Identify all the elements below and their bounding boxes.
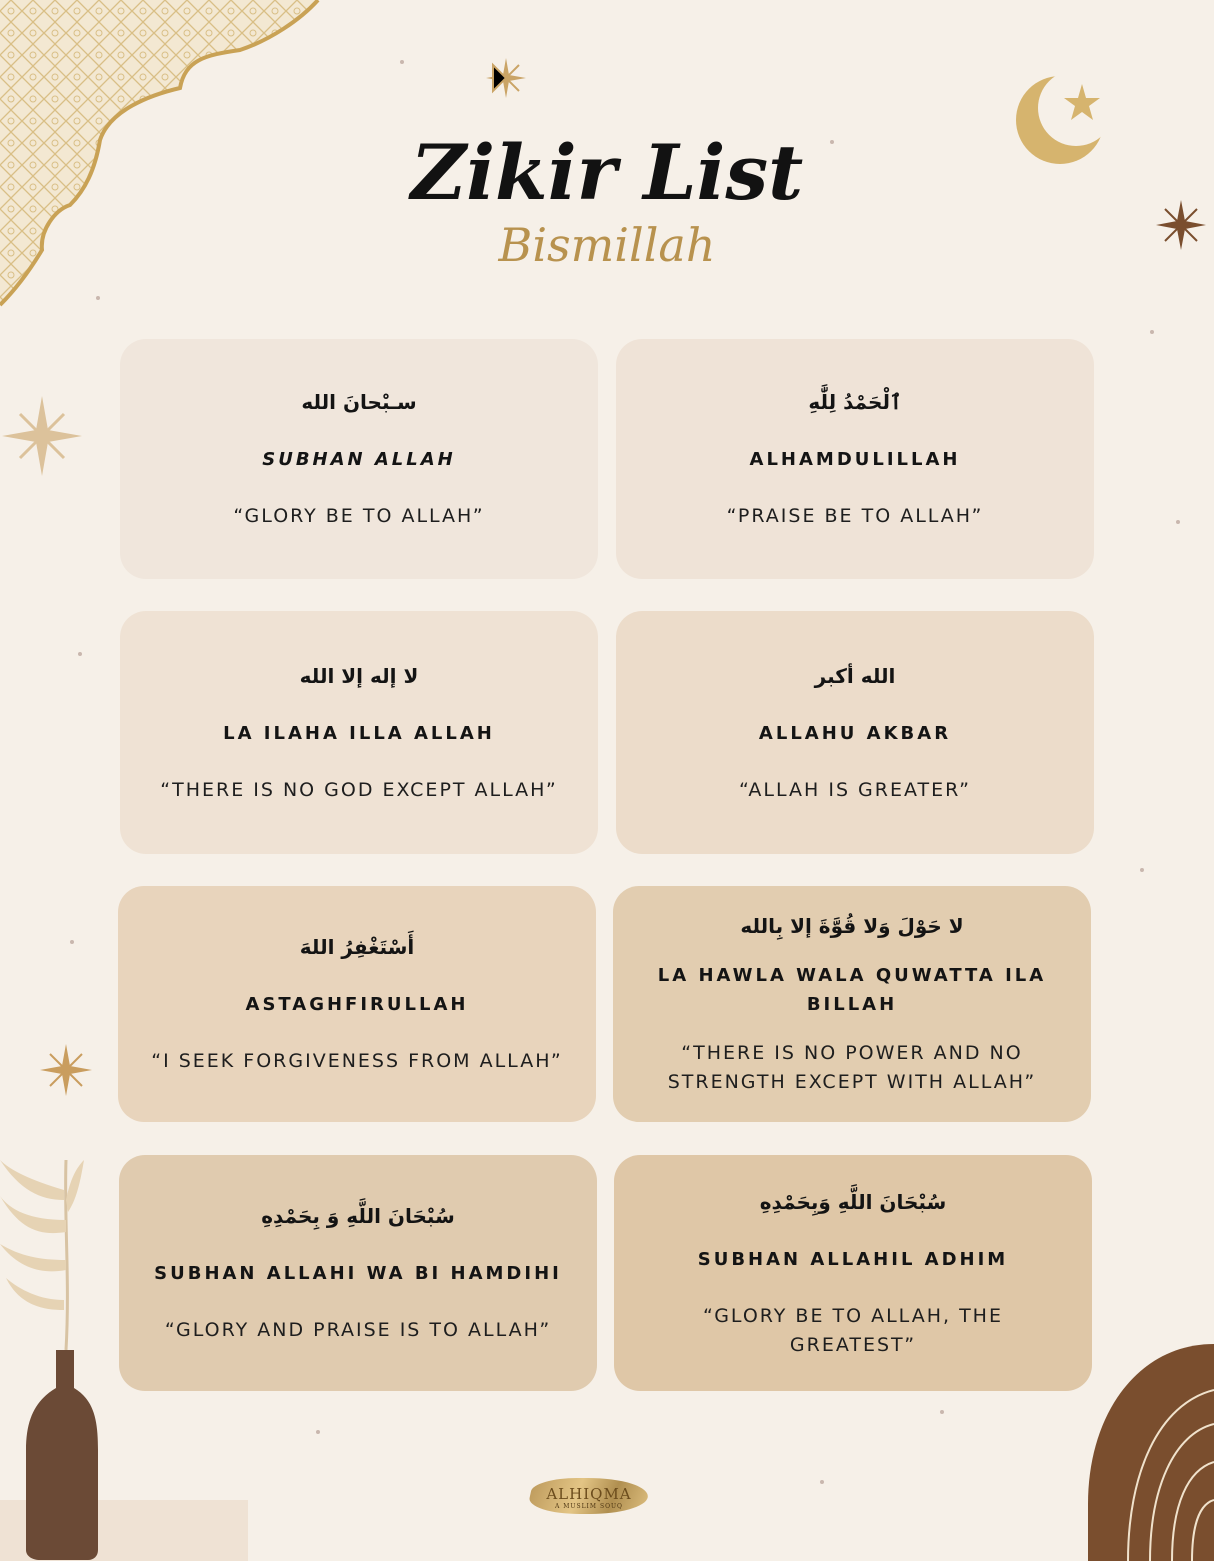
transliteration: ASTAGHFIRULLAH bbox=[245, 994, 469, 1015]
speck bbox=[940, 1410, 944, 1414]
brand-tagline: A MUSLIM SOUQ bbox=[555, 1502, 623, 1510]
zikir-card-allahu-akbar bbox=[616, 611, 1094, 854]
transliteration: ALHAMDULILLAH bbox=[749, 449, 961, 470]
zikir-card-subhan-allahil-adhim bbox=[614, 1155, 1092, 1391]
meaning: “THERE IS NO GOD EXCEPT ALLAH” bbox=[160, 778, 558, 801]
arabic-text: سـبْحانَ الله bbox=[301, 390, 417, 414]
meaning: “GLORY BE TO ALLAH, THE GREATEST” bbox=[703, 1304, 1003, 1356]
speck bbox=[1176, 520, 1180, 524]
brand-name: ALHIQMA bbox=[546, 1484, 632, 1503]
speck bbox=[1140, 868, 1144, 872]
page-subtitle: Bismillah bbox=[498, 218, 716, 272]
meaning: “THERE IS NO POWER AND NO STRENGTH EXCEPT WITH ALLAH” bbox=[667, 1042, 1037, 1093]
speck bbox=[400, 60, 404, 64]
speck bbox=[820, 1480, 824, 1484]
meaning: “PRAISE BE TO ALLAH” bbox=[726, 505, 984, 527]
arabic-text: أَسْتَغْفِرُ اللهَ bbox=[299, 935, 415, 959]
arabic-text: لا حَوْلَ وَلا قُوَّةَ إلا بِالله bbox=[740, 914, 964, 938]
zikir-card-alhamdulillah bbox=[616, 339, 1094, 579]
meaning: “ALLAH IS GREATER” bbox=[739, 778, 971, 801]
star-icon bbox=[38, 1042, 94, 1098]
arabic-text: سُبْحَانَ اللَّهِ وَبِحَمْدِهِ bbox=[759, 1189, 947, 1214]
transliteration: SUBHAN ALLAH bbox=[262, 449, 456, 470]
meaning: “I SEEK FORGIVENESS FROM ALLAH” bbox=[151, 1050, 563, 1072]
transliteration: LA HAWLA WALA QUWATTA ILA BILLAH bbox=[657, 965, 1047, 1015]
zikir-card-subhan-allahi-wa-bi-hamdihi bbox=[119, 1155, 597, 1391]
speck bbox=[1150, 330, 1154, 334]
star-icon bbox=[484, 56, 528, 100]
zikir-card-la-hawla bbox=[613, 886, 1091, 1122]
meaning: “GLORY AND PRAISE IS TO ALLAH” bbox=[164, 1319, 552, 1341]
zikir-card-la-ilaha-illa-allah bbox=[120, 611, 598, 854]
arch-rings-ornament bbox=[1088, 1344, 1214, 1561]
speck bbox=[316, 1430, 320, 1434]
transliteration: SUBHAN ALLAHIL ADHIM bbox=[697, 1248, 1009, 1270]
arabic-text: الله أكبر bbox=[814, 663, 896, 688]
star-icon bbox=[0, 394, 84, 478]
arabic-text: لا إله إلا الله bbox=[299, 663, 419, 688]
transliteration: SUBHAN ALLAHI WA BI HAMDIHI bbox=[154, 1263, 562, 1284]
speck bbox=[78, 652, 82, 656]
speck bbox=[70, 940, 74, 944]
zikir-card-astaghfirullah bbox=[118, 886, 596, 1122]
arabic-text: ٱلْحَمْدُ لِلَّٰهِ bbox=[808, 390, 902, 414]
brand-logo bbox=[530, 1474, 648, 1520]
page-title: Zikir List bbox=[410, 128, 804, 217]
arabic-text: سُبْحَانَ اللَّهِ وَ بِحَمْدِهِ bbox=[261, 1204, 455, 1228]
zikir-card-subhan-allah bbox=[120, 339, 598, 579]
meaning: “GLORY BE TO ALLAH” bbox=[233, 505, 485, 527]
transliteration: ALLAHU AKBAR bbox=[758, 722, 952, 744]
transliteration: LA ILAHA ILLA ALLAH bbox=[223, 722, 495, 744]
